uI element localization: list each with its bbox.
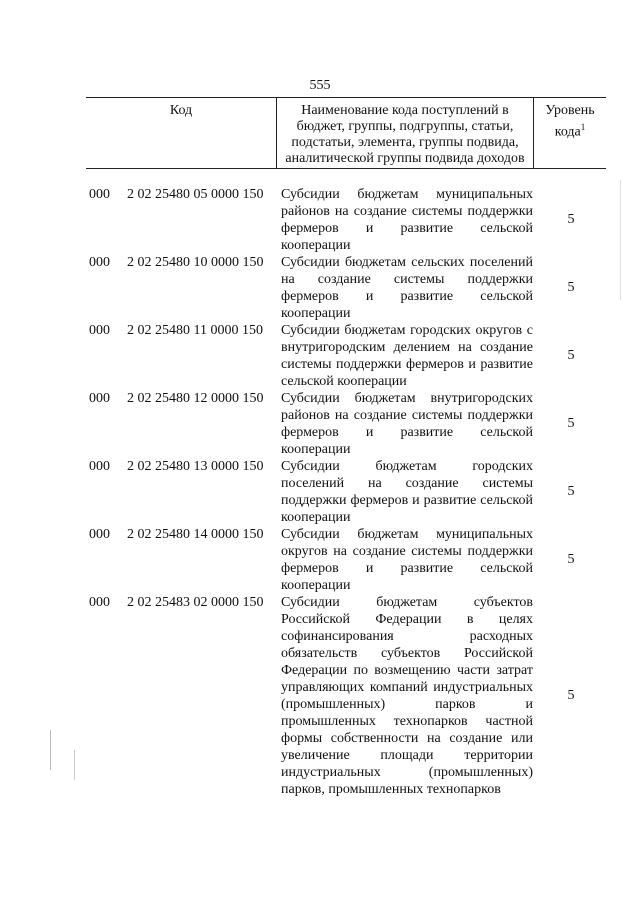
- table-row: [0, 594, 640, 798]
- row-name: Субсидии бюджетам городских округов с внутригородским делением на создание системы поддержки фермеров и развитие сельской кооперации: [281, 323, 533, 389]
- row-level: 5: [567, 348, 575, 363]
- row-admin-code: 000: [89, 527, 110, 542]
- row-level: 5: [567, 280, 575, 295]
- table-row: [0, 254, 640, 322]
- table-row: [0, 322, 640, 390]
- table-row: [0, 390, 640, 458]
- page-number: 555: [309, 78, 331, 93]
- row-level: 5: [567, 212, 575, 227]
- row-name: Субсидии бюджетам сельских поселений на создание системы поддержки фермеров и развитие сельской кооперации: [281, 255, 533, 321]
- row-income-code: 2 02 25480 13 0000 150: [127, 459, 264, 474]
- table-body: [0, 186, 640, 798]
- row-name: Субсидии бюджетам муниципальных районов на создание системы поддержки фермеров и развитие сельской кооперации: [281, 187, 533, 253]
- table-row: [0, 526, 640, 594]
- header-level-footnote: 1: [580, 122, 586, 132]
- row-income-code: 2 02 25480 14 0000 150: [127, 527, 264, 542]
- row-admin-code: 000: [89, 323, 110, 338]
- row-income-code: 2 02 25480 10 0000 150: [127, 255, 264, 270]
- row-admin-code: 000: [89, 255, 110, 270]
- row-admin-code: 000: [89, 187, 110, 202]
- row-income-code: 2 02 25483 02 0000 150: [127, 595, 264, 610]
- row-name: Субсидии бюджетам субъектов Российской Федерации в целях софинансирования расходных обязательств субъектов Российской Федерации по возмещению части затрат управляющих компаний индустриальных (промышленных) парков и промышленных технопарков частной формы собственности на создание или увеличение площади территории индустриальных (промышленных) парков, промышленных технопарков: [281, 595, 533, 797]
- header-level-label: Уровень кода: [545, 103, 595, 140]
- scan-artifact-line: [50, 730, 51, 770]
- row-income-code: 2 02 25480 12 0000 150: [127, 391, 264, 406]
- row-admin-code: 000: [89, 391, 110, 406]
- row-level: 5: [567, 688, 575, 703]
- row-income-code: 2 02 25480 05 0000 150: [127, 187, 264, 202]
- table-row: [0, 186, 640, 254]
- scan-artifact-line: [620, 180, 621, 300]
- row-name: Субсидии бюджетам городских поселений на создание системы поддержки фермеров и развитие сельской кооперации: [281, 459, 533, 525]
- row-level: 5: [567, 416, 575, 431]
- header-code: Код: [169, 103, 193, 118]
- row-level: 5: [567, 552, 575, 567]
- row-level: 5: [567, 484, 575, 499]
- row-admin-code: 000: [89, 595, 110, 610]
- table-row: [0, 458, 640, 526]
- table-header: [86, 97, 606, 169]
- header-level: [534, 98, 606, 168]
- row-admin-code: 000: [89, 459, 110, 474]
- scan-artifact-line: [74, 750, 75, 780]
- row-income-code: 2 02 25480 11 0000 150: [127, 323, 263, 338]
- row-name: Субсидии бюджетам внутригородских районов на создание системы поддержки фермеров и развитие сельской кооперации: [281, 391, 533, 457]
- row-name: Субсидии бюджетам муниципальных округов на создание системы поддержки фермеров и развитие сельской кооперации: [281, 527, 533, 593]
- header-name: Наименование кода поступлений в бюджет, группы, подгруппы, статьи, подстатьи, элемента, группы подвида, аналитической группы подвида доходов: [276, 98, 534, 168]
